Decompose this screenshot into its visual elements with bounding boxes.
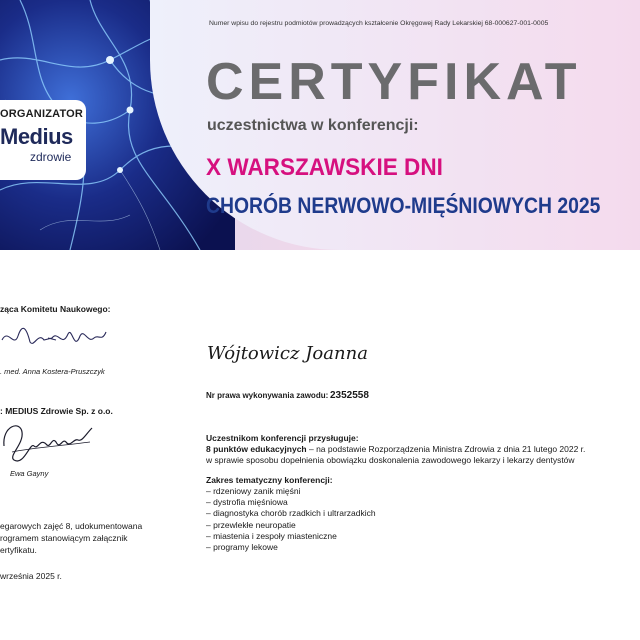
medius-logo: Medius: [0, 124, 73, 149]
list-item: – miastenia i zespoły miasteniczne: [206, 531, 376, 542]
points-legal-basis: – na podstawie Rozporządzenia Ministra Zdrowia z dnia 21 lutego 2022 r.: [306, 444, 586, 454]
committee-chair-name: . med. Anna Kostera-Pruszczyk: [0, 367, 105, 376]
points-amount: 8 punktów edukacyjnych: [206, 444, 307, 454]
license-label: Nr prawa wykonywania zawodu:: [206, 391, 329, 400]
note-line-3: ertyfikatu.: [0, 545, 37, 555]
committee-signature-text: Kostera-Pruszczyk: [0, 364, 9, 365]
certificate-header: [0, 0, 640, 250]
committee-signature: [0, 318, 110, 366]
license-number: 2352558: [330, 390, 369, 401]
topics-heading: Zakres tematyczny konferencji:: [206, 475, 333, 485]
conference-title-line2: CHORÓB NERWOWO-MIĘŚNIOWYCH 2025: [206, 193, 601, 218]
note-line-2: rogramem stanowiącym załącznik: [0, 533, 128, 543]
company-rep-name: Ewa Gayny: [10, 469, 49, 478]
list-item: – programy lekowe: [206, 542, 376, 553]
points-line: [206, 444, 585, 454]
participant-heading: Uczestnikom konferencji przysługuje:: [206, 433, 359, 443]
company-signature-text: Gayny: [0, 464, 3, 465]
medius-logo-subtitle: zdrowie: [30, 150, 72, 164]
topics-list: [206, 486, 376, 553]
certificate-subtitle: uczestnictwa w konferencji:: [207, 117, 419, 134]
conference-title-line1: X WARSZAWSKIE DNI: [206, 154, 443, 181]
list-item: – rdzeniowy zanik mięśni: [206, 486, 376, 497]
company-heading: : MEDIUS Zdrowie Sp. z o.o.: [0, 406, 113, 416]
registry-number: Numer wpisu do rejestru podmiotów prowadzących kształcenie Okręgowej Rady Lekarskiej 68-000627-001-0005: [209, 20, 549, 27]
list-item: – przewlekłe neuropatie: [206, 520, 376, 531]
list-item: – diagnostyka chorób rzadkich i ultrarzadkich: [206, 508, 376, 519]
note-line-1: egarowych zajęć 8, udokumentowana: [0, 521, 143, 531]
issue-date: września 2025 r.: [0, 571, 62, 581]
company-signature: [0, 416, 95, 466]
list-item: – dystrofia mięśniowa: [206, 497, 376, 508]
committee-heading: ząca Komitetu Naukowego:: [0, 304, 111, 314]
points-line-2: w sprawie sposobu dopełnienia obowiązku doskonalenia zawodowego lekarzy i lekarzy dentystów: [206, 455, 575, 465]
recipient-name: Wójtowicz Joanna: [207, 343, 368, 364]
certificate-title: CERTYFIKAT: [206, 53, 582, 111]
organizer-label: ORGANIZATOR: [0, 108, 84, 120]
